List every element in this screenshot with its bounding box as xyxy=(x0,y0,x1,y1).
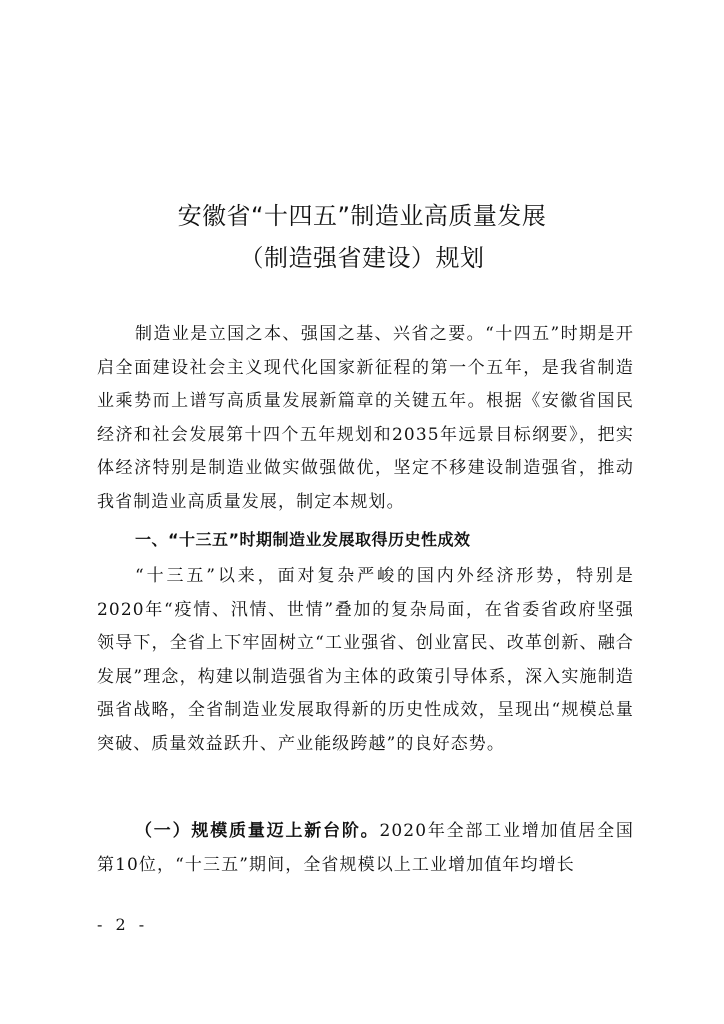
intro-paragraph: 制造业是立国之本、强国之基、兴省之要。“十四五”时期是开启全面建设社会主义现代化国家新征程的第一个五年，是我省制造业乘势而上谱写高质量发展新篇章的关键五年。根据《安徽省国民经济和社会发展第十四个五年规划和2035年远景目标纲要》，把实体经济特别是制造业做实做强做优，坚定不移建设制造强省，推动我省制造业高质量发展，制定本规划。 xyxy=(97,324,634,512)
subsection-heading: （一）规模质量迈上新台阶。 xyxy=(135,821,380,841)
subsection-paragraph xyxy=(97,815,634,882)
document-title-line-1: 安徽省“十四五”制造业高质量发展 xyxy=(177,202,547,230)
document-title-line-2: （制造强省建设）规划 xyxy=(239,244,485,272)
section-heading: 一、“十三五”时期制造业发展取得历史性成效 xyxy=(135,530,471,549)
subsection-text: 2020年全部工业增加值居全国第10位，“十三五”期间，全省规模以上工业增加值年均增长 xyxy=(97,821,634,875)
page-number: - 2 - xyxy=(97,915,149,934)
section-paragraph: “十三五”以来，面对复杂严峻的国内外经济形势，特别是2020年“疫情、汛情、世情”叠加的复杂局面，在省委省政府坚强领导下，全省上下牢固树立“工业强省、创业富民、改革创新、融合发展”理念，构建以制造强省为主体的政策引导体系，深入实施制造强省战略，全省制造业发展取得新的历史性成效，呈现出“规模总量突破、质量效益跃升、产业能级跨越”的良好态势。 xyxy=(97,566,634,754)
